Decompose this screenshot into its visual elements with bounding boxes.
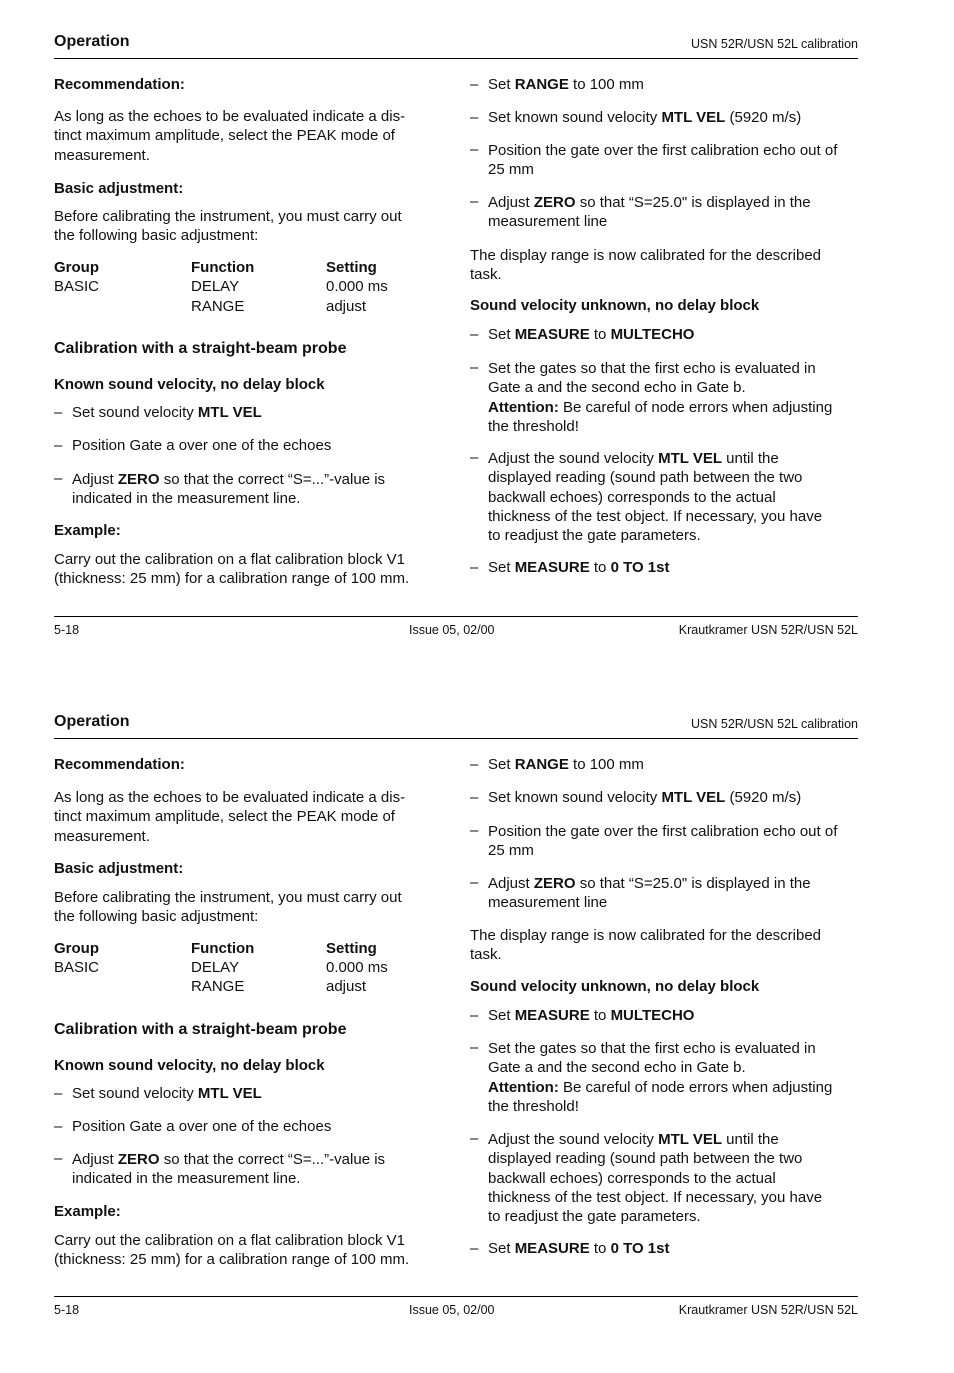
list-item: – xyxy=(470,1039,479,1056)
list-item-text: Set the gates so that the first echo is evaluated in Gate a and the second echo in Gate b. Attention: Be careful of node errors when adjusting the threshold! xyxy=(488,360,833,435)
list-item-text: Position the gate over the first calibration echo out of 25 mm xyxy=(488,823,838,860)
list-item-text: Set known sound velocity MTL VEL (5920 m/s) xyxy=(488,789,802,806)
table-cell: BASIC xyxy=(54,278,100,295)
list-item: – xyxy=(470,789,479,806)
footer-product: Krautkramer USN 52R/USN 52L xyxy=(678,623,858,637)
example-heading: Example: xyxy=(54,1203,121,1220)
list-item: – xyxy=(470,449,479,466)
list-item-text: Adjust ZERO so that “S=25.0" is displayed in the measurement line xyxy=(488,194,811,231)
list-item-text: Set RANGE to 100 mm xyxy=(488,76,644,93)
header-rule xyxy=(54,738,858,739)
list-item: – xyxy=(470,359,479,376)
table-cell: DELAY xyxy=(191,959,240,976)
list-item: – xyxy=(470,1130,479,1147)
table-header-function: Function xyxy=(191,259,255,276)
list-item: – xyxy=(54,1118,63,1135)
header-rule xyxy=(54,58,858,59)
manual-page-2 xyxy=(54,713,858,1373)
list-item: – xyxy=(470,326,479,343)
footer-page-number: 5-18 xyxy=(54,623,80,637)
unknown-velocity-heading: Sound velocity unknown, no delay block xyxy=(470,978,760,995)
footer-page-number: 5-18 xyxy=(54,1303,80,1317)
list-item-text: Position Gate a over one of the echoes xyxy=(72,437,332,454)
table-cell: BASIC xyxy=(54,959,100,976)
list-item-text: Set MEASURE to 0 TO 1st xyxy=(488,1240,670,1257)
list-item-text: Set MEASURE to MULTECHO xyxy=(488,326,695,343)
table-header-group: Group xyxy=(54,940,99,957)
manual-page-1 xyxy=(54,33,858,693)
section-title: Calibration with a straight-beam probe xyxy=(54,340,347,357)
example-text: Carry out the calibration on a flat calibration block V1 (thickness: 25 mm) for a calibration range of 100 mm. xyxy=(54,1232,410,1269)
list-item-text: Set the gates so that the first echo is evaluated in Gate a and the second echo in Gate b. Attention: Be careful of node errors when adjusting the threshold! xyxy=(488,1040,833,1115)
table-cell: adjust xyxy=(326,298,367,315)
list-item: – xyxy=(54,1085,63,1102)
list-item-text: Adjust the sound velocity MTL VEL until the displayed reading (sound path between the two backwall echoes) corresponds to the actual thickness of the test object. If necessary, you have to readjust the gate parameters. xyxy=(488,450,823,545)
basic-adjustment-heading: Basic adjustment: xyxy=(54,860,184,877)
list-item-text: Adjust ZERO so that “S=25.0" is displayed in the measurement line xyxy=(488,875,811,912)
list-item-text: Adjust ZERO so that the correct “S=...”-value is indicated in the measurement line. xyxy=(72,471,386,508)
recommendation-text: As long as the echoes to be evaluated indicate a dis- tinct maximum amplitude, select the PEAK mode of measurement. xyxy=(54,108,406,164)
page-header-subtitle: USN 52R/USN 52L calibration xyxy=(691,717,858,731)
list-item: – xyxy=(470,109,479,126)
table-cell: RANGE xyxy=(191,978,245,995)
example-heading: Example: xyxy=(54,522,121,539)
list-item-text: Set MEASURE to 0 TO 1st xyxy=(488,559,670,576)
list-item-text: Adjust ZERO so that the correct “S=...”-value is indicated in the measurement line. xyxy=(72,1151,386,1188)
table-cell: 0.000 ms xyxy=(326,959,388,976)
list-item: – xyxy=(470,559,479,576)
table-header-setting: Setting xyxy=(326,259,377,276)
list-item: – xyxy=(54,1150,63,1167)
list-item-text: Position Gate a over one of the echoes xyxy=(72,1118,332,1135)
recommendation-text: As long as the echoes to be evaluated indicate a dis- tinct maximum amplitude, select the PEAK mode of measurement. xyxy=(54,789,406,845)
footer-issue: Issue 05, 02/00 xyxy=(409,1303,495,1317)
list-item: – xyxy=(470,874,479,891)
footer-rule xyxy=(54,1296,858,1297)
example-text: Carry out the calibration on a flat calibration block V1 (thickness: 25 mm) for a calibration range of 100 mm. xyxy=(54,551,410,588)
known-velocity-heading: Known sound velocity, no delay block xyxy=(54,376,325,393)
list-item-text: Set sound velocity MTL VEL xyxy=(72,1085,262,1102)
list-item: – xyxy=(470,822,479,839)
list-item-text: Position the gate over the first calibration echo out of 25 mm xyxy=(488,142,838,179)
list-item: – xyxy=(54,404,63,421)
page-header-subtitle: USN 52R/USN 52L calibration xyxy=(691,37,858,51)
list-item-text: Adjust the sound velocity MTL VEL until the displayed reading (sound path between the two backwall echoes) corresponds to the actual thickness of the test object. If necessary, you have to readjust the gate parameters. xyxy=(488,1131,823,1226)
known-velocity-heading: Known sound velocity, no delay block xyxy=(54,1057,325,1074)
footer-issue: Issue 05, 02/00 xyxy=(409,623,495,637)
page-header-title: Operation xyxy=(54,33,130,50)
page-header-title: Operation xyxy=(54,713,130,730)
list-item: – xyxy=(470,76,479,93)
footer-rule xyxy=(54,616,858,617)
list-item: – xyxy=(470,193,479,210)
list-item: – xyxy=(470,141,479,158)
list-item: – xyxy=(54,437,63,454)
basic-adjustment-heading: Basic adjustment: xyxy=(54,180,184,197)
basic-adjustment-text: Before calibrating the instrument, you must carry out the following basic adjustment: xyxy=(54,889,402,926)
list-item-text: Set MEASURE to MULTECHO xyxy=(488,1007,695,1024)
unknown-velocity-heading: Sound velocity unknown, no delay block xyxy=(470,297,760,314)
recommendation-heading: Recommendation: xyxy=(54,756,185,773)
table-header-setting: Setting xyxy=(326,940,377,957)
table-cell: adjust xyxy=(326,978,367,995)
list-item: – xyxy=(470,1240,479,1257)
table-cell: 0.000 ms xyxy=(326,278,388,295)
list-item: – xyxy=(470,756,479,773)
basic-adjustment-text: Before calibrating the instrument, you must carry out the following basic adjustment: xyxy=(54,208,402,245)
list-item: – xyxy=(470,1007,479,1024)
calibrated-text: The display range is now calibrated for the described task. xyxy=(470,247,822,284)
table-cell: DELAY xyxy=(191,278,240,295)
list-item-text: Set RANGE to 100 mm xyxy=(488,756,644,773)
recommendation-heading: Recommendation: xyxy=(54,76,185,93)
list-item-text: Set sound velocity MTL VEL xyxy=(72,404,262,421)
table-header-function: Function xyxy=(191,940,255,957)
table-cell: RANGE xyxy=(191,298,245,315)
calibrated-text: The display range is now calibrated for the described task. xyxy=(470,927,822,964)
footer-product: Krautkramer USN 52R/USN 52L xyxy=(678,1303,858,1317)
list-item: – xyxy=(54,470,63,487)
section-title: Calibration with a straight-beam probe xyxy=(54,1021,347,1038)
list-item-text: Set known sound velocity MTL VEL (5920 m/s) xyxy=(488,109,802,126)
table-header-group: Group xyxy=(54,259,99,276)
